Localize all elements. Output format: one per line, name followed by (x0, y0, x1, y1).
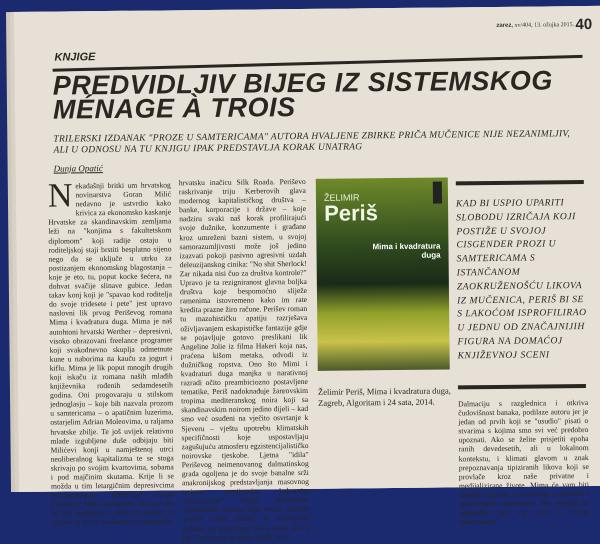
cover-author: ŽELIMIR (323, 192, 360, 203)
publisher-logo (433, 182, 442, 204)
quote-rule-bottom (458, 384, 586, 389)
article-title: PREDVIDLJIV BIJEG IZ SISTEMSKOG MÉNAGE À TROIS (52, 65, 553, 125)
drop-cap: N (47, 177, 73, 215)
page-number: 40 (575, 15, 593, 34)
newspaper-page (14, 6, 600, 542)
book-cover-image (316, 177, 450, 370)
pull-quote: KAD BI USPIO UPARITI SLOBODU IZRIČAJA KOJI POSTIŽE U SVOJOJ CISGENDER PROZI U SAMTERICAMA S ISTANČANOM ZAOKRUŽENOŠĆU LIKOVA IZ MUČENICA, PERIŠ BI SE S LAKOĆOM ISPROFILIRAO U JEDNU OD ZNAČAJNIJIH FIGURA NA DOMAĆOJ KNJIŽEVNOJ SCENI (455, 197, 587, 362)
quote-rule-top (456, 180, 584, 185)
article-author: Dunja Opatić (53, 163, 103, 174)
body-column-1: Nekadašnji britki um hrvatskog novinarstva Goran Milić nedavno je ustvrdio kako krivica za ekonomsko kaskanje Hrvatske za skandinavskim zemljama leži na "konjima s fakultetskom diplomom" koji radije ostaju u roditeljskoj staji brstiti besplatno sijeno nego da se uključe u utrku za postizanjem ekonomskog blagostanja – koje je eto, tu, poput kocke šećera, na dohvat svačije slinave gubice. Jedan takav konj koji je "spavao kod roditelja do svoje tridesete i pete" jest upravo naslovni lik prvog Periševog romana Mima i kvadratura duga. Mima je naš autohtoni hrvatski Werther – depresivni, visoko obrazovani freelance programer koji svakodnevno skuplja odmetnute kune u naborima na kauču za jogurt i kiflu. Mima je lik poput mnogih drugih koji iskaču iz romana naših mlađih književnika rođenih sedamdesetih godina. Oni progovaraju u stilskom jednoglasju – koje bih nazvala prozom u samtericama – o apatičnim luzerima, ostarjelim Adrian Moleovima, u raljama hrvatske zbilje. Te još uvijek relativno mlade izgubljene duše odbijaju biti Milićevi konji u namještenoj utrci neoliberalnog kapitalizma te se stoga skrivaju po svojim kvartovima, sobama i pod majčinim skutama. Krije li se možda u tim letargičnim depresivcima revolucionarni potencijal Guya Fawkesa? Malo vjerojatno. No ono što ih čini moćnima u njihovoj nemoći je upravo to što su naviknuti na neuspjehe. (47, 177, 175, 528)
article-lead: TRILERSKI IZDANAK "PROZE U SAMTERICAMA" AUTORA HVALJENE ZBIRKE PRIČA MUČENICE NIJE NEZANIMLJIV, ALI U ODNOSU NA TU KNJIGU IPAK PREDSTAVLJA KORAK UNATRAG (53, 129, 571, 156)
cover-title: Mima i kvadratura duga (372, 241, 441, 260)
issue-info: zarez, xv/404, 13. ožujka 2015. (496, 22, 575, 29)
body-column-2: hrvatsku inačicu Silk Roada. Periševo raskrivanje triju Kerberovih glava modernog kapitalističkog društva – banke, korporacije i države – koje nadziru svaki naš korak profilirajući svoje dužnike, konzumente i građane kroz umreženi bazni sistem, u svojoj samorazumljivosti može još jedino izazvati pokoji pasivno agresivni uzdah deleuzijanskog cinika: "No shit Sherlock! Zar nikada nisi čuo za društva kontrole?" Upravo je ta rezigniranost glavna boljka društva koje bespomoćno sliježe ramenima istovremeno kako im rate kredita prazne žiro račune. Perišev roman tu mazohističku apatiju razrješava oživljavanjem eskapističke fantazije gdje se pojavljuje gotovo preslikani lik Angeline Jolie iz filma Hakeri koja nas, praćena kišom metaka, odvodi iz dužničkog ropstva. Ono što Mimi i kvadraturi duga manjka u narativnoj razradi očito preambiciozno postavljene tematike, Periš nadoknađuje žanrovskim tropima mediteranskog noira koji sa skandinavskim noirom jedino dijeli – kad smo već osuđeni na vječito osvrtanje k Sjeveru – vještu upotrebu klimatskih specifičnosti koje uspostavljaju zagušujuću atmosferu egzistencijalističko noirovske tjeskobe. Ljetna "idila" Periševog neimenovanog dalmatinskog grada ogoljena je do svoje banalne srži anakronijskog predstavljanja masovnog turizma povijesnim kulturnim "atrakcijama", bahate luksuznosti vikendaških naselja koja većim dijelom godine zjape prazna, te naslaganih ručnika uz popločanu obalu mora kao u igri Tetris koja je opako pošla krivo. (178, 176, 310, 542)
body-column-4: Dalmaciju s razglednica i otkriva čudovišnost banaka, podilaze autoru jer je jedan od prvih koji se "usudio" pisati o stvarima s kojima smo svi već predobro upoznati. Ako se želite prisjetiti epoha ranih devedesetih, ali u lokalnom kontekstu, i klimati glavom u znak prepoznavanja tipiziranih likova koji se provlače kroz naše privatne i medijalizirane živote, Mima će vam biti ugodni suputnik u putovanju u prošlost s tehnološkim upgradeom. No nemojte se iznenaditi ako vas ništa u ovom, takozvanom (458, 398, 590, 527)
section-label: KNJIGE (54, 51, 96, 64)
image-caption: Želimir Periš, Mima i kvadratura duga, Zagreb, Algoritam i 24 sata, 2014. (317, 385, 451, 408)
cover-author-surname: Periš (323, 200, 379, 226)
